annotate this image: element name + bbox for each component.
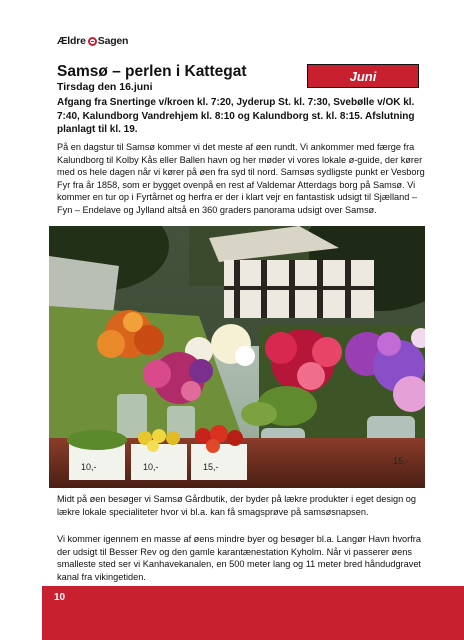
page-title: Samsø – perlen i Kattegat bbox=[57, 63, 247, 80]
month-banner bbox=[307, 64, 419, 88]
logo-text-part1: Ældre bbox=[57, 35, 86, 47]
month-label: Juni bbox=[349, 68, 377, 84]
basket-green-beans bbox=[67, 430, 127, 480]
price-tag-3: 15,- bbox=[203, 462, 219, 472]
departure-info: Afgang fra Snertinge v/kroen kl. 7:20, Jyderup St. kl. 7:30, Svebølle v/OK kl. 7:40, Kalundborg Vandrehjem kl. 8:10 og Kalundborg st. kl. 8:15. Afslutning planlagt til kl. 19. bbox=[57, 97, 415, 135]
footer-band bbox=[42, 586, 464, 640]
logo-text-part2: Sagen bbox=[97, 35, 129, 47]
paragraph-tour: Vi kommer igennem en masse af øens mindre byer og besøger bl.a. Langør Havn hvorfra der udsigt til Besser Rev og den gamle karantænestation Kyholm. Når vi passerer øens smalleste sted ser vi Kanhavekanalen, en 500 meter lang og 11 meter bred håndudgravet kanal fra vikingetiden. bbox=[57, 534, 421, 582]
basket-yellow-tomatoes bbox=[131, 429, 187, 480]
trip-date: Tirsdag den 16.juni bbox=[57, 81, 153, 93]
price-tag-4: 15,- bbox=[393, 456, 409, 466]
price-tag-1: 10,- bbox=[81, 462, 97, 472]
paragraph-gaardbutik: Midt på øen besøger vi Samsø Gårdbutik, der byder på lækre produkter i eget design og lækre lokale specialiteter hvor vi bl.a. kan få smagsprøve på samsøsnapsen. bbox=[57, 494, 416, 517]
price-tag-2: 10,- bbox=[143, 462, 159, 472]
logo-circle-icon bbox=[88, 37, 97, 46]
page-number: 10 bbox=[54, 592, 66, 603]
aeldresagen-logo bbox=[57, 33, 128, 49]
paragraph-intro: På en dagstur til Samsø kommer vi det meste af øen rundt. Vi ankommer med færge fra Kalundborg til Kolby Kås eller Ballen havn og her møder vi vores lokale ø-guide, der kører med os hele dagen når vi kører på øen fra syd til nord. Samsøs sydligste punkt er Vesborg Fyr fra år 1858, som er bygget ovenpå en rest af Valdemar Atterdags borg på Samsø. Vi kommer en tur op i Fyrtårnet og herfra er der i klart vejr en fantastisk udsigt til Sjælland – Fyn – Endelave og Jylland altså en 360 graders panorama udsigt over Samsø. bbox=[57, 142, 425, 215]
basket-red-tomatoes bbox=[191, 425, 247, 480]
flower-stand-photo bbox=[49, 226, 425, 488]
